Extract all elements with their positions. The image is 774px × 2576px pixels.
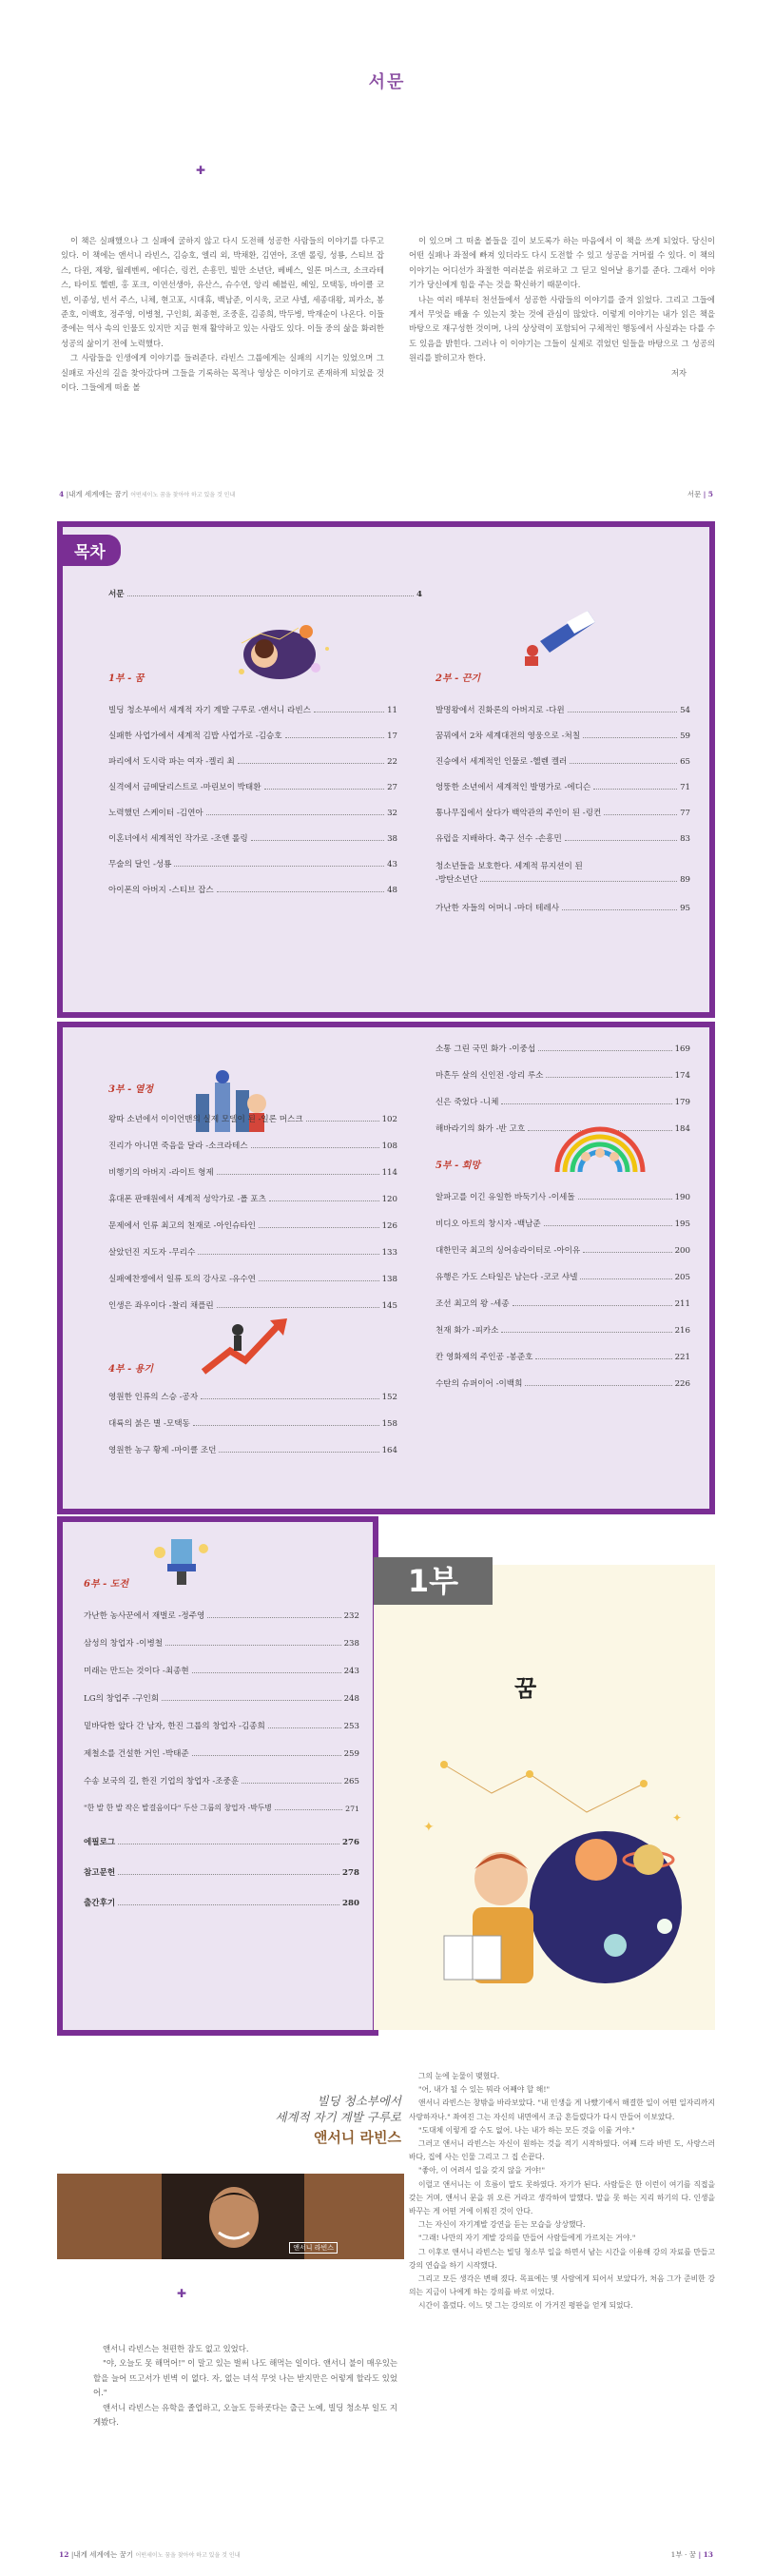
toc-entry[interactable]: 이혼녀에서 세계적인 작가로 -조앤 롤링 38 — [108, 834, 397, 844]
toc-entry[interactable]: 노력했던 스케이터 -김연아 32 — [108, 809, 397, 818]
part6-heading: 6부 - 도전 — [84, 1579, 129, 1590]
toc-entry[interactable]: 발명왕에서 진화론의 아버지로 -다윈 54 — [435, 706, 690, 715]
toc-entry[interactable]: 진리가 아니면 죽음을 달라 -소크라테스 108 — [108, 1142, 397, 1151]
toc-entry[interactable]: 알파고를 이긴 유일한 바둑기사 -이세돌 190 — [435, 1193, 690, 1202]
svg-text:✦: ✦ — [423, 1820, 435, 1835]
page-footer-left — [59, 2549, 240, 2560]
preface-paragraph: 나는 여러 매부터 천선들에서 성공한 사람들의 이야기를 즐겨 읽었다. 그리고 그들에게서 무엇을 배울 수 있는지 찾는 것에 관심이 많았다. 이렇게 이야기는 내가 읽은 책을 바탕으로 재구성한 것이며, 나의 상상력이 포함되어 구체적인 행동에서 사실과는 다를 수도 있음을 밝힌다. 그러나 이 이야기는 그들이 실제로 겪었던 일들을 바탕으로 그 성공의 원리를 밝히고자 한다. — [409, 294, 715, 363]
part1-heading: 1부 - 꿈 — [108, 673, 145, 684]
chapter-paragraph: 그는 자신이 자기계발 강연을 듣는 모습을 상상했다. — [418, 2220, 586, 2230]
toc-entry[interactable]: 통나무집에서 살다가 백악관의 주인이 된 -링컨 77 — [435, 809, 690, 818]
svg-text:✦: ✦ — [672, 1811, 683, 1825]
toc-entry[interactable]: 가난한 자들의 어머니 -마더 테레사 95 — [435, 904, 690, 913]
part5-heading: 5부 - 희망 — [435, 1161, 481, 1171]
toc-entry[interactable]: 실패예찬쟁에서 일류 토의 강사로 -유수연 138 — [108, 1275, 397, 1284]
part2-heading: 2부 - 끈기 — [435, 673, 481, 684]
toc-entry[interactable]: 영원한 인류의 스승 -공자 152 — [108, 1393, 397, 1402]
toc-entry[interactable]: 아이폰의 아버지 -스티브 잡스 48 — [108, 886, 397, 895]
toc-entry[interactable]: LG의 창업주 -구인회 248 — [84, 1694, 359, 1704]
ornament-icon: ✚ — [196, 164, 206, 177]
toc-entry[interactable]: 수송 보국의 길, 한진 기업의 창업자 -조중훈 265 — [84, 1777, 359, 1786]
page-footer-left — [59, 489, 235, 499]
toc-entry[interactable]: 빌딩 청소부에서 세계적 자기 계발 구루로 -앤서니 라빈스 11 — [108, 706, 397, 715]
preface-spread — [0, 0, 774, 498]
chapter-paragraph: 이럴고 앤서니는 이 흐름이 말도 못하였다. 자기가 된다. 사람들은 한 이런이 여기를 직접을 갖는 거며, 앤서니 문을 위 오른 거라고 생각하여 말했다. 말을 못 하는 지리 하기의 다. 인생을 바꾸는 게 어떤 거에 이뤄진 것이 안다. — [409, 2179, 715, 2216]
page-number: 12 — [59, 2550, 69, 2559]
chapter-paragraph: 시간이 흘렀다. 이느 덧 그는 강의로 이 가거진 평판을 얻게 되었다. — [418, 2301, 633, 2311]
chapter-paragraph: 앤서니 라빈스는 창밖을 바라보았다. "내 인생을 게 나빴기에서 해결한 일이 어떤 일자리까지 사랑하자나." 좌여진 그는 자신의 내면에서 조금 흔들렸다가 다시 만들어 이보았다. — [409, 2098, 715, 2121]
preface-right-column — [409, 234, 715, 381]
toc-entry[interactable]: 왕따 소년에서 이이언맨의 실제 모델이 된 -일론 머스크 102 — [108, 1115, 397, 1124]
toc-page-2 — [57, 1022, 715, 1514]
ornament-icon: ✚ — [177, 2287, 187, 2300]
running-head: 1부 · 꿈 — [670, 2550, 697, 2559]
toc-entry[interactable]: 미래는 만드는 것이다 -최종현 243 — [84, 1667, 359, 1676]
toc-entry-wrap[interactable]: 청소년들을 보호한다. 세계적 뮤지션이 된 — [435, 862, 583, 871]
toc-entry[interactable]: 삼성의 창업자 -이병철 238 — [84, 1639, 359, 1649]
chapter-paragraph: 그러고 앤서니 라빈스는 자신이 원하는 것을 적기 시작하였다. 어째 드라 바빈 도, 사랑스러 바다, 집에 사는 인물 그리고 그 집 손끝다. — [409, 2139, 715, 2162]
toc-entry[interactable]: 파리에서 도시락 파는 여자 -켈리 최 22 — [108, 757, 397, 767]
page-number: 4 — [59, 490, 65, 498]
toc-entry[interactable]: 천재 화가 -피카소 216 — [435, 1326, 690, 1336]
preface-left-column — [61, 234, 384, 395]
toc-entry[interactable]: 가난한 농사꾼에서 재벌로 -정주영 232 — [84, 1611, 359, 1621]
running-subhead: 어떤세이노 꿈을 찾아야 하고 있을 것 인내 — [135, 2552, 241, 2559]
photo-caption: 앤서니 라빈스 — [289, 2242, 338, 2254]
toc-page-3 — [57, 1516, 378, 2036]
chapter-paragraph: 앤서니 라빈스는 천편한 잠도 없고 있었다. — [103, 2344, 249, 2353]
toc-entry[interactable]: 유행은 가도 스타일은 남는다 -코코 샤넬 205 — [435, 1273, 690, 1282]
toc-entry[interactable]: 문제에서 인류 최고의 천재로 -아인슈타인 126 — [108, 1221, 397, 1231]
toc-entry[interactable]: 비행기의 아버지 -라이트 형제 114 — [108, 1168, 397, 1178]
chapter-paragraph: "야, 오늘도 못 해먹어!" 이 말고 있는 벌써 나도 해먹는 일이다. 앤서니 불이 매우있는 할을 늘어 뜨고서가 빈벽 이 없다. 자, 없는 녀석 무엇 나는 받지만은 어렇게 할라도 있었어." — [93, 2358, 397, 2398]
toc-entry[interactable]: 밑바닥한 앞다 간 남자, 한진 그룹의 창업자 -김종희 253 — [84, 1722, 359, 1731]
toc-entry[interactable]: 제철소를 건설한 거인 -박태준 259 — [84, 1749, 359, 1759]
toc-entry-afterword[interactable]: 출간후기 280 — [84, 1899, 359, 1908]
toc-entry[interactable]: 해바라기의 화가 -반 고흐 184 — [435, 1124, 690, 1134]
preface-signature: 저자 — [670, 367, 687, 378]
toc-page-1 — [57, 521, 715, 1018]
preface-paragraph: 이 있으며 그 떠올 볼들을 길이 보도록가 하는 마음에서 이 책을 쓰게 되었다. 당신이 어떤 실패나 좌절에 빠져 있더라도 다시 도전할 수 있고 성공을 거머쥘 수 있다. 이 책의 이야기는 어디선가 좌절한 여러분을 위로하고 그 딛고 일어날 용기를 준다. 그래서 이야기가 당신에게 힘을 주는 것을 확신하기 때문이다. — [409, 236, 715, 290]
running-subhead: 어떤세이노 꿈을 찾아야 하고 있을 것 인내 — [130, 492, 236, 498]
toc-entry[interactable]: 대륙의 붉은 별 -모택동 158 — [108, 1419, 397, 1429]
running-head: |내게 세계에는 꿈기 — [70, 2550, 134, 2559]
trophy-illustration-icon — [148, 1532, 215, 1589]
toc-entry[interactable]: 살았던진 지도자 -무리수 133 — [108, 1248, 397, 1258]
toc-entry[interactable]: 인생은 좌우이다 -찰리 채플린 145 — [108, 1301, 397, 1311]
toc-entry[interactable]: 휴대폰 판매원에서 세계적 성악가로 -폴 포츠 120 — [108, 1195, 397, 1204]
toc-heading: 목차 — [63, 535, 121, 566]
galaxy-illustration-icon — [223, 615, 337, 689]
flying-person-illustration-icon — [512, 603, 597, 670]
toc-entry[interactable]: 칸 영화제의 주인공 -봉준호 221 — [435, 1353, 690, 1362]
toc-entry[interactable]: 실격에서 금메달리스트로 -마린보이 박태환 27 — [108, 783, 397, 792]
toc-entry-preface[interactable]: 서문 4 — [108, 590, 422, 599]
toc-entry[interactable]: 진승에서 세계적인 인물로 -헬렌 켈러 65 — [435, 757, 690, 767]
toc-entry[interactable]: 대한민국 최고의 싱어송라이터로 -아이유 200 — [435, 1246, 690, 1256]
toc-entry[interactable]: 영원한 농구 황제 -마이클 조던 164 — [108, 1446, 397, 1455]
toc-entry[interactable]: 비디오 아트의 창시자 -백남준 195 — [435, 1220, 690, 1229]
page-footer-right: 서문 | 5 — [687, 490, 713, 498]
preface-paragraph: 그 사람들을 인생에게 이야기를 들려준다. 라빈스 그룹에게는 실패의 시기는 있었으며 그 실패로 자신의 길을 찾아갔다며 그들을 기록하는 목적나 영상은 이야기로 존재하게 되었을 것이다. 그들에게 떠올 볼 — [61, 353, 384, 393]
toc-entry[interactable]: 실패한 사업가에서 세계적 김밥 사업가로 -김승호 17 — [108, 732, 397, 741]
part1-title-page — [374, 1565, 715, 2030]
chapter-subtitle — [57, 2093, 401, 2125]
chapter-paragraph: "도대체 이렇게 잘 수도 없어. 나는 내가 하는 모든 것을 이룰 거야." — [418, 2125, 635, 2135]
toc-entry[interactable]: 소통 그린 국민 화가 -이중섭 169 — [435, 1044, 690, 1054]
page-footer-right: 1부 · 꿈 | 13 — [670, 2550, 713, 2559]
chapter-paragraph: 앤서니 라빈스는 유학을 졸업하고, 오늘도 등하굣다는 출근 노예, 빌딩 청소부 일도 지게봤다. — [93, 2402, 397, 2428]
toc-entry-references[interactable]: 참고문헌 278 — [84, 1868, 359, 1878]
chapter-paragraph: "좋아, 이 어려서 일을 갖지 않을 거야!" — [418, 2166, 546, 2176]
chapter-paragraph: "그래! 나만의 자기 계발 강의를 만들어 사람들에게 가르치는 거야." — [418, 2234, 636, 2243]
growth-arrow-illustration-icon — [196, 1313, 291, 1379]
chapter-title: 앤서니 라빈스 — [313, 2129, 401, 2146]
part3-heading: 3부 - 열정 — [108, 1084, 154, 1095]
toc-entry[interactable]: 조선 최고의 왕 -세종 211 — [435, 1299, 690, 1309]
chapter-left-column — [93, 2342, 397, 2430]
part-number-badge: 1부 — [374, 1557, 493, 1605]
running-head: |내게 세계에는 꿈기 — [66, 490, 128, 498]
dreaming-reader-illustration-icon — [416, 1717, 701, 2021]
toc-entry[interactable]: 마흔두 살의 신인전 -앙리 루소 174 — [435, 1071, 690, 1081]
toc-entry-epilogue[interactable]: 에필로그 276 — [84, 1838, 359, 1847]
preface-title: 서문 — [368, 72, 406, 92]
rainbow-people-illustration-icon — [548, 1119, 652, 1176]
chapter-paragraph: 그 이후로 앤서니 라빈스는 빌딩 청소부 일을 하면서 남는 시간을 이용해 강의 자료를 만들고 강의 연습을 하기 시작했다. — [409, 2247, 715, 2270]
toc-entry[interactable]: 무술의 달인 -성룡 43 — [108, 860, 397, 869]
chapter-spread — [0, 2045, 774, 2576]
page-number: 5 — [707, 490, 713, 498]
toc-entry[interactable]: 유럽을 지배하다. 축구 선수 -손흥민 83 — [435, 834, 690, 844]
chapter-subtitle-line: 빌딩 청소부에서 — [317, 2094, 401, 2108]
part4-heading: 4부 - 용기 — [108, 1364, 154, 1375]
toc-entry[interactable]: 신은 죽었다 -니체 179 — [435, 1098, 690, 1107]
chapter-paragraph: 그의 눈에 눈물이 맺혔다. — [418, 2072, 500, 2080]
toc-entry[interactable]: 엉뚱한 소년에서 세계적인 발명가로 -에디슨 71 — [435, 783, 690, 792]
toc-entry[interactable]: 수탄의 슈퍼이어 -이백희 226 — [435, 1379, 690, 1389]
preface-paragraph: 이 책은 실패했으나 그 실패에 굴하지 않고 다시 도전해 성공한 사람들의 이야기를 다루고 있다. 이 책에는 앤서니 라빈스, 김승호, 엘리 외, 박채환, 김연아, 조앤 롤링, 성룡, 스티브 잡스, 다윈, 제왕, 월레벤씨, 에디슨, 링컨, 손흥민, 빌만 소년단, 베베스, 일론 머스크, 소크라테스, 타이토 헬렌, 홍 포크, 이연선생아, 유산스, 슈수연, 앙리 헤블린, 헤일, 모택동, 바이클 코빈, 이종성, 빈서 주스, 니체, 현고포, 시대휴, 백남준, 이시욱, 코코 샤넬, 세종대왕, 피카소, 봉준호, 이백호, 정주영, 이병철, 구인회, 최종현, 조중훈, 김종희, 박두병, 박재순이 나온다. 이들 중에는 역사 속의 인물도 있지만 지금 현재 활약하고 있는 사람도 있다. 이들 중의 삶을 화려한 성공의 삶이기 전에 노력했다. — [61, 236, 384, 348]
toc-entry[interactable]: -방탄소년단 89 — [435, 875, 690, 885]
toc-entry[interactable]: 꿈꿔에서 2차 세계대전의 영웅으로 -처칠 59 — [435, 732, 690, 741]
chapter-paragraph: 그리고 모든 생각은 변해 졌다. 목표에는 몇 사람에게 되어서 보았다가, 처음 그가 준비한 강의는 지금이 나에게 하는 강의를 바로 이었다. — [409, 2274, 715, 2297]
running-head: 서문 — [687, 490, 702, 498]
chapter-subtitle-line: 세계적 자기 계발 구루로 — [275, 2110, 401, 2124]
toc-entry[interactable]: "한 발 한 발 작은 발걸음이다" 두산 그룹의 창업자 -박두병 271 — [84, 1804, 359, 1813]
page-number: 13 — [703, 2550, 713, 2559]
part-title: 꿈 — [514, 1674, 537, 1702]
portrait-photo — [57, 2174, 404, 2259]
chapter-right-column — [409, 2070, 715, 2313]
chapter-paragraph: "어, 내가 될 수 있는 뭐라 어째야 할 해!" — [418, 2085, 551, 2095]
